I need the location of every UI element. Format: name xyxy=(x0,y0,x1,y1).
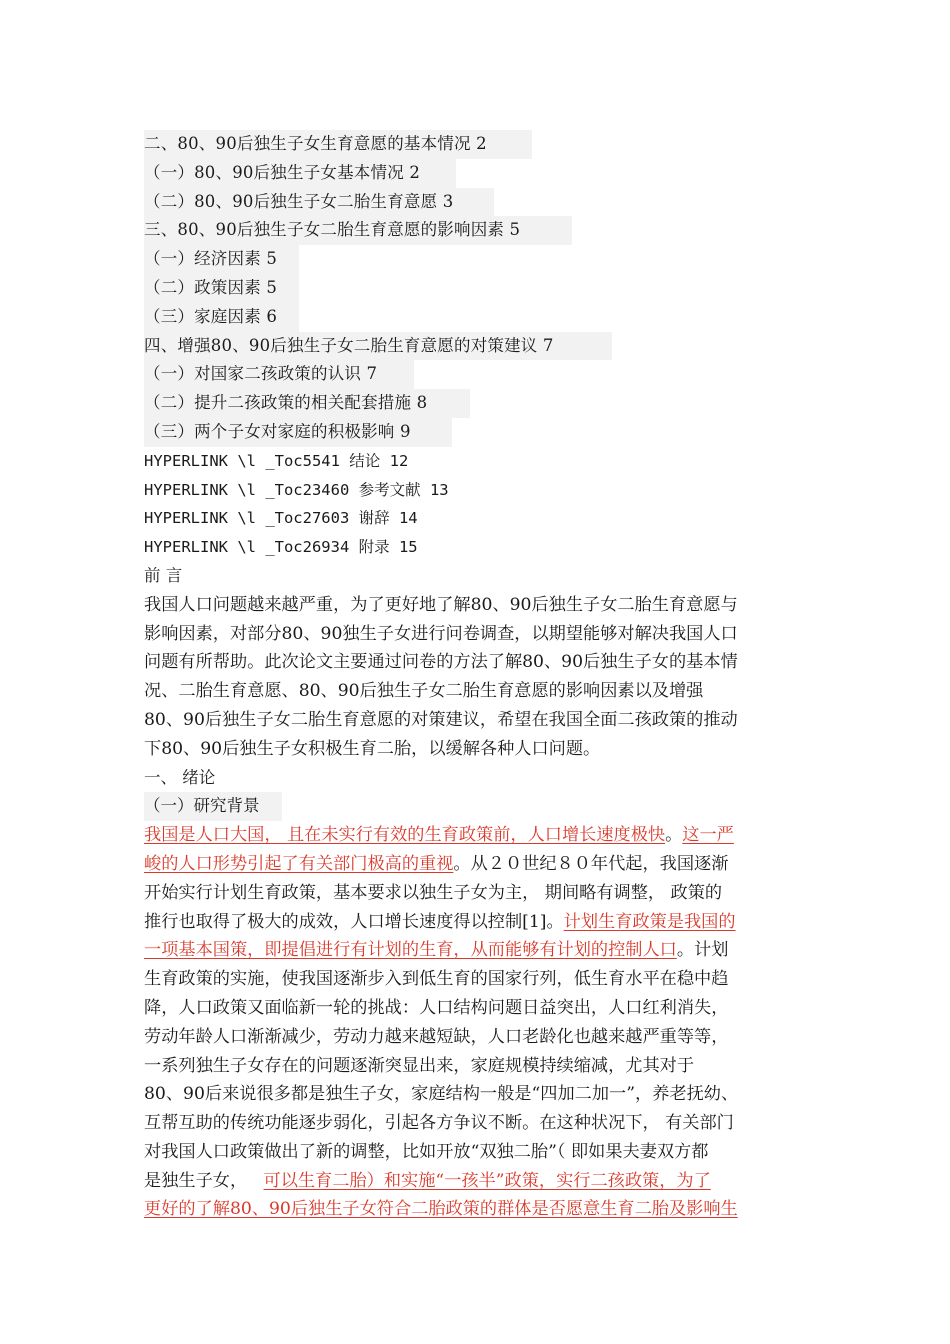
body-line: 80、90后来说很多都是独生子女，家庭结构一般是“四加二加一”，养老抚幼、 xyxy=(144,1084,739,1105)
body-line: 开始实行计划生育政策，基本要求以独生子女为主， 期间略有调整， 政策的 xyxy=(144,882,723,903)
highlighted-text: 一项基本国策，即提倡进行有计划的生育，从而能够有计划的控制人口 xyxy=(144,940,677,961)
body-line xyxy=(144,821,824,850)
toc-entry[interactable]: 三、80、90后独生子女二胎生育意愿的影响因素 5 xyxy=(144,216,572,245)
toc-entry[interactable]: 四、增强80、90后独生子女二胎生育意愿的对策建议 7 xyxy=(144,332,612,361)
highlighted-text: 计划生育政策是我国的 xyxy=(563,911,736,932)
toc-hyperlink-entry[interactable]: HYPERLINK \l _Toc23460 参考文献 13 xyxy=(144,480,449,499)
toc-entry[interactable]: （二）提升二孩政策的相关配套措施 8 xyxy=(144,389,470,418)
preface-line: 80、90后独生子女二胎生育意愿的对策建议，希望在我国全面二孩政策的推动 xyxy=(144,709,738,730)
toc-entry[interactable]: （一）经济因素 5 xyxy=(144,245,299,274)
toc-hyperlink-entry[interactable]: HYPERLINK \l _Toc26934 附录 15 xyxy=(144,538,418,557)
body-line xyxy=(144,936,824,965)
preface-body xyxy=(144,591,824,764)
toc-entry[interactable]: （二）80、90后独生子女二胎生育意愿 3 xyxy=(144,188,494,217)
body-text: 。计划 xyxy=(676,940,729,961)
body-line xyxy=(144,908,824,937)
body-text: 。 xyxy=(665,825,683,846)
preface-line: 况、二胎生育意愿、80、90后独生子女二胎生育意愿的影响因素以及增强 xyxy=(144,681,704,702)
toc-hyperlink-entry[interactable]: HYPERLINK \l _Toc5541 结论 12 xyxy=(144,451,409,470)
preface-title: 前 言 xyxy=(144,565,183,585)
toc-entry[interactable]: （一）80、90后独生子女基本情况 2 xyxy=(144,159,456,188)
body-line: 降，人口政策又面临新一轮的挑战：人口结构问题日益突出，人口红利消失， xyxy=(144,997,729,1018)
body-line: 生育政策的实施，使我国逐渐步入到低生育的国家行列，低生育水平在稳中趋 xyxy=(144,969,729,990)
chapter-title: 一、 绪论 xyxy=(144,767,216,787)
body-text: 是独生子女， xyxy=(144,1170,264,1191)
preface-line: 我国人口问题越来越严重，为了更好地了解80、90后独生子女二胎生育意愿与 xyxy=(144,594,738,615)
toc-hyperlink-entry[interactable]: HYPERLINK \l _Toc27603 谢辞 14 xyxy=(144,509,418,528)
body-text: 推行也取得了极大的成效，人口增长速度得以控制[1]。 xyxy=(144,911,564,932)
highlighted-text: 这一严 xyxy=(682,825,734,846)
body-line xyxy=(144,1167,824,1196)
body-line xyxy=(144,850,824,879)
highlighted-text: 更好的了解80、90后独生子女符合二胎政策的群体是否愿意生育二胎及影响生 xyxy=(144,1199,738,1220)
toc-entry[interactable]: （三）家庭因素 6 xyxy=(144,303,299,332)
body-line: 对我国人口政策做出了新的调整，比如开放“双独二胎”（ 即如果夫妻双方都 xyxy=(144,1141,709,1162)
highlighted-text: 可以生育二胎）和实施“一孩半”政策，实行二孩政策，为了 xyxy=(263,1170,711,1191)
preface-line: 问题有所帮助。此次论文主要通过问卷的方法了解80、90后独生子女的基本情 xyxy=(144,652,738,673)
body-line: 互帮互助的传统功能逐步弱化，引起各方争议不断。在这种状况下， 有关部门 xyxy=(144,1113,734,1134)
research-background-body xyxy=(144,821,824,1224)
toc-entry[interactable]: 二、80、90后独生子女生育意愿的基本情况 2 xyxy=(144,130,532,159)
toc-entry[interactable]: （三）两个子女对家庭的积极影响 9 xyxy=(144,418,452,447)
highlighted-text: 我国是人口大国， 且在未实行有效的生育政策前，人口增长速度极快 xyxy=(144,825,666,846)
body-line: 劳动年龄人口渐渐减少，劳动力越来越短缺，人口老龄化也越来越严重等等， xyxy=(144,1026,729,1047)
document-page xyxy=(144,130,824,1224)
body-line xyxy=(144,1195,824,1224)
preface-line: 影响因素，对部分80、90独生子女进行问卷调查，以期望能够对解决我国人口 xyxy=(144,623,738,644)
body-text: 。从２０世纪８０年代起，我国逐渐 xyxy=(453,853,729,874)
section-title: （一）研究背景 xyxy=(144,792,282,821)
table-of-contents xyxy=(144,130,824,562)
highlighted-text: 峻的人口形势引起了有关部门极高的重视 xyxy=(144,853,454,874)
toc-entry[interactable]: （二）政策因素 5 xyxy=(144,274,299,303)
toc-entry[interactable]: （一）对国家二孩政策的认识 7 xyxy=(144,360,414,389)
preface-line: 下80、90后独生子女积极生育二胎，以缓解各种人口问题。 xyxy=(144,738,601,759)
body-line: 一系列独生子女存在的问题逐渐突显出来，家庭规模持续缩减，尤其对于 xyxy=(144,1055,695,1076)
